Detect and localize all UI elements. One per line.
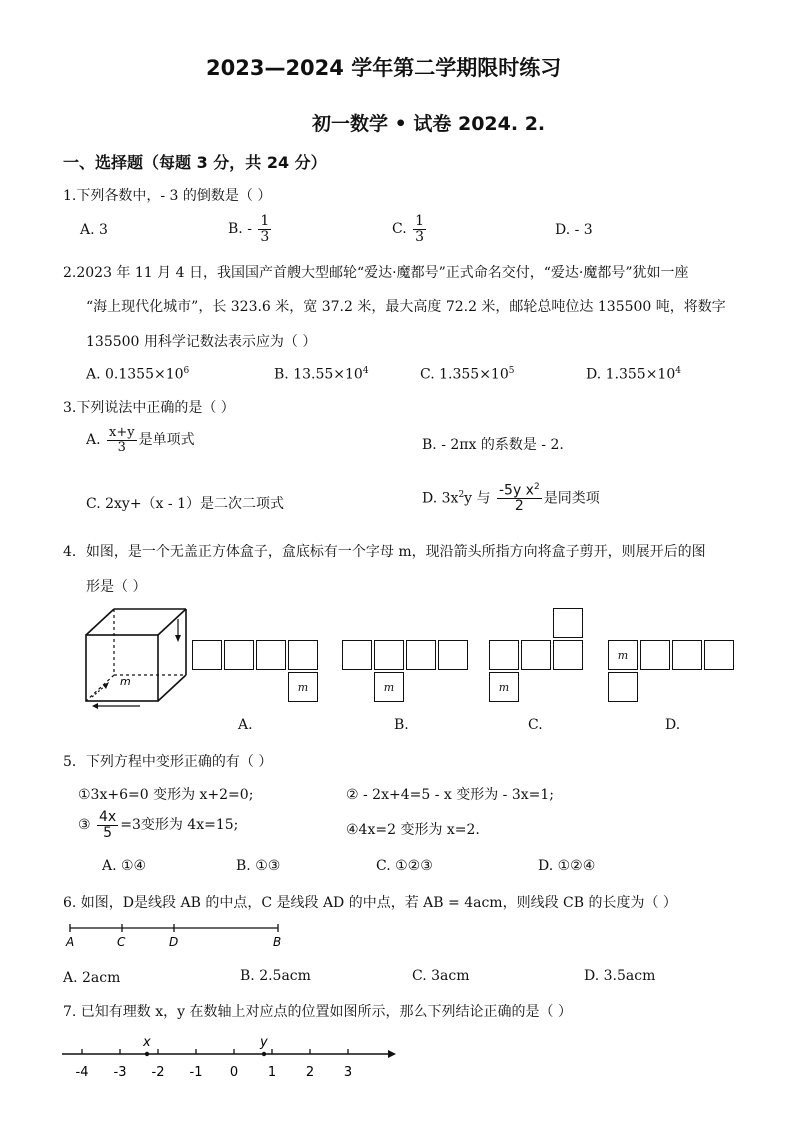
q1-option-d: D. - 3 xyxy=(555,222,593,238)
q1-option-a: A. 3 xyxy=(80,222,108,238)
q3-option-c: C. 2xy+（x - 1）是二次二项式 xyxy=(86,496,284,512)
q4-label-d: D. xyxy=(665,717,681,733)
q6-option-c: C. 3acm xyxy=(412,968,470,984)
q3-option-d: D. $3x^2y$ 与 $\frac{-5y x^2}{2}$ 是同类项 xyxy=(422,482,600,515)
q2-line2: “海上现代化城市”，长 323.6 米，宽 37.2 米，最大高度 72.2 米，邮轮总吨位达 135500 吨，将数字 xyxy=(86,299,726,315)
q2-line1: 2.2023 年 11 月 4 日，我国国产首艘大型邮轮“爱达·魔都号”正式命名交付，“爱达·魔都号”犹如一座 xyxy=(63,265,689,281)
q2-option-a: A. $0.1355\times 10^6$ xyxy=(86,366,190,383)
q2-line3: 135500 用科学记数法表示应为（ ） xyxy=(86,334,317,350)
q5-item3: ③ $\frac{4x}{5}$ =3变形为 4x=15; xyxy=(78,809,239,841)
q6-option-d: D. 3.5acm xyxy=(584,968,656,984)
page-subtitle: 初一数学 • 试卷 2024. 2. xyxy=(312,113,546,135)
q5-item2: ② - 2x+4=5 - x 变形为 - 3x=1; xyxy=(346,787,555,803)
number-line-tick-label: 0 xyxy=(229,1065,239,1080)
q5-option-d: D. ①②④ xyxy=(538,858,596,874)
number-line-tick-label: 1 xyxy=(267,1065,277,1080)
number-line-tick-label: 3 xyxy=(343,1065,353,1080)
q5-option-a: A. ①④ xyxy=(102,858,147,874)
q6-option-a: A. 2acm xyxy=(63,970,121,986)
q5-stem: 5．下列方程中变形正确的有（ ） xyxy=(63,754,273,770)
q1-option-b: B. - $\frac{1}{3}$ xyxy=(228,213,270,245)
page-title: 2023—2024 学年第二学期限时练习 xyxy=(206,56,562,80)
number-line-tick-label: -1 xyxy=(189,1065,203,1080)
number-line-tick-label: -3 xyxy=(113,1065,127,1080)
q4-label-b: B. xyxy=(394,717,409,733)
q4-line2: 形是（ ） xyxy=(86,579,147,595)
q1-option-c: C. $\frac{1}{3}$ xyxy=(392,213,425,245)
q4-line1: 4．如图，是一个无盖正方体盒子，盒底标有一个字母 m，现沿箭头所指方向将盒子剪开，则展开后的图 xyxy=(63,544,706,560)
segment-figure xyxy=(60,920,300,950)
q5-option-b: B. ①③ xyxy=(236,858,281,874)
q4-label-a: A. xyxy=(238,717,253,733)
q4-label-c: C. xyxy=(528,717,543,733)
q5-option-c: C. ①②③ xyxy=(376,858,433,874)
q3-option-b: B. - 2πx 的系数是 - 2. xyxy=(422,437,564,453)
svg-text:D: D xyxy=(169,935,179,949)
svg-text:x: x xyxy=(143,1035,151,1050)
q2-option-b: B. $13.55\times 10^4$ xyxy=(274,366,369,383)
svg-text:A: A xyxy=(66,935,75,949)
number-line-tick-label: -4 xyxy=(75,1065,89,1080)
q5-item4: ④4x=2 变形为 x=2. xyxy=(346,822,480,838)
svg-text:B: B xyxy=(273,935,282,949)
q3-option-a: A. $\frac{x+y}{3}$ 是单项式 xyxy=(86,425,195,455)
q7-stem: 7. 已知有理数 x，y 在数轴上对应点的位置如图所示，那么下列结论正确的是（ ） xyxy=(63,1004,572,1020)
q6-stem: 6. 如图，D是线段 AB 的中点，C 是线段 AD 的中点，若 AB = 4acm，则线段 CB 的长度为（ ） xyxy=(63,895,677,911)
q2-option-d: D. $1.355\times 10^4$ xyxy=(586,366,681,383)
q2-option-c: C. $1.355\times 10^5$ xyxy=(420,366,515,383)
number-line-tick-label: -2 xyxy=(151,1065,165,1080)
q6-option-b: B. 2.5acm xyxy=(240,968,311,984)
number-line-figure xyxy=(58,1034,403,1084)
svg-text:m: m xyxy=(120,675,131,688)
q5-item1: ①3x+6=0 变形为 x+2=0; xyxy=(78,787,254,803)
q1-stem: 1.下列各数中，- 3 的倒数是（ ） xyxy=(63,188,272,204)
number-line-tick-label: 2 xyxy=(305,1065,315,1080)
svg-text:y: y xyxy=(260,1035,268,1050)
q3-stem: 3.下列说法中正确的是（ ） xyxy=(63,400,235,416)
cube-figure xyxy=(78,605,190,710)
section-heading: 一、选择题（每题 3 分，共 24 分） xyxy=(63,153,327,172)
svg-text:C: C xyxy=(117,935,126,949)
